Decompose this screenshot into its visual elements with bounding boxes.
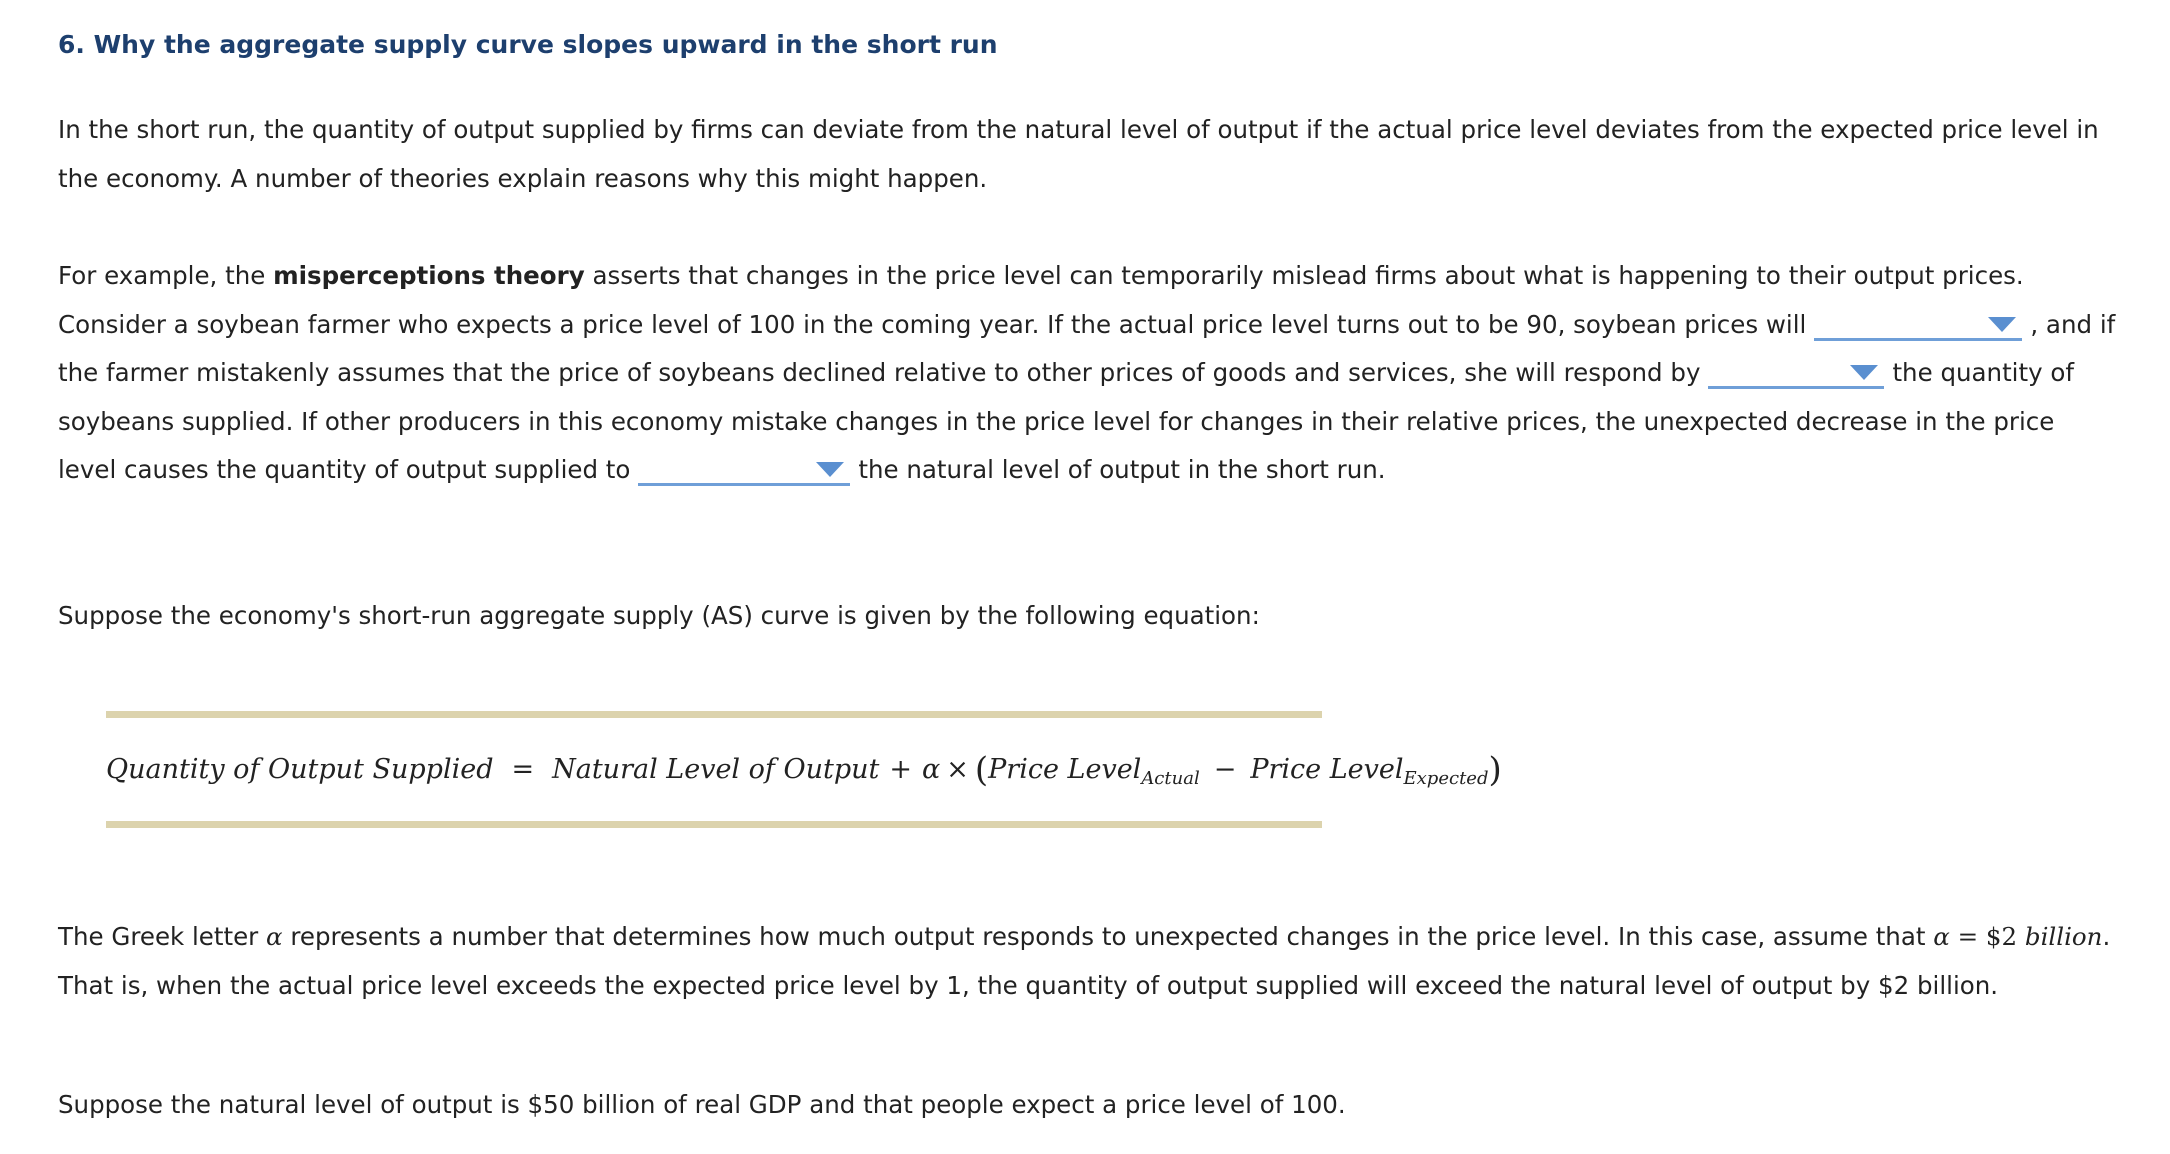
eq-lhs: Quantity of Output Supplied (106, 754, 494, 785)
soybean-price-dropdown[interactable] (1814, 308, 2022, 341)
eq-sub-expected: Expected (1403, 768, 1489, 789)
chevron-down-icon (1988, 317, 2016, 332)
eq-sub-actual: Actual (1141, 768, 1200, 789)
para2-text-3: the quantity of soybeans supplied. If other producers in this economy mistake changes in the price level for changes in their relative prices, the unexpected decrease in the price level causes the quantity of output supplied to (58, 358, 2074, 484)
para4-text-3: . That is, when the actual price level exceeds the expected price level by 1, the quantity of output supplied will exceed the natural level of output by $2 billion. (58, 922, 2111, 1000)
alpha-billion: billion (2017, 922, 2103, 951)
para2-text-1: asserts that changes in the price level can temporarily mislead firms about what is happening to their output prices. Consider a soybean farmer who expects a price level of 100 in the coming year. If the actual price level turns out to be 90, soybean prices will (58, 261, 2024, 339)
as-equation (106, 750, 1502, 790)
eq-open-paren: ( (974, 750, 989, 790)
chevron-down-icon (1850, 365, 1878, 380)
intro-paragraph: In the short run, the quantity of output supplied by firms can deviate from the natural level of output if the actual price level deviates from the expected price level in the economy. A number of theories explain reasons why this might happen. (58, 115, 2099, 193)
eq-close-paren: ) (1488, 750, 1502, 790)
para2-lead: For example, the (58, 261, 274, 290)
eq-alpha: α (922, 754, 941, 785)
eq-plus: + (889, 754, 913, 785)
eq-equals: = (511, 754, 535, 785)
eq-price-level-expected: Price Level (1250, 754, 1404, 785)
eq-times: × (946, 754, 969, 785)
equation-box (106, 711, 1502, 828)
as-curve-intro-paragraph: Suppose the economy's short-run aggregate supply (AS) curve is given by the following equation: (58, 601, 1260, 630)
alpha-symbol-2: α (1933, 922, 1950, 951)
para2-text-4: the natural level of output in the short run. (858, 455, 1386, 484)
alpha-equals: = (1949, 922, 1986, 951)
alpha-symbol: α (266, 922, 283, 951)
eq-minus: − (1213, 754, 1237, 785)
misperceptions-paragraph (58, 252, 2118, 495)
natural-output-paragraph: Suppose the natural level of output is $50 billion of real GDP and that people expect a price level of 100. (58, 1090, 1346, 1119)
para2-text-2: , and if the farmer mistakenly assumes that the price of soybeans declined relative to other prices of goods and services, she will respond by (58, 309, 2116, 387)
question-title: 6. Why the aggregate supply curve slopes upward in the short run (58, 30, 998, 59)
para4-text-1: The Greek letter (58, 922, 267, 951)
eq-price-level-actual: Price Level (988, 754, 1142, 785)
eq-natural-level: Natural Level of Output (552, 754, 880, 785)
output-supplied-dropdown[interactable] (638, 453, 850, 486)
misperceptions-theory-term: misperceptions theory (273, 261, 585, 290)
para4-text-2: represents a number that determines how much output responds to unexpected changes in the price level. In this case, assume that (282, 922, 1934, 951)
farmer-response-dropdown[interactable] (1708, 356, 1884, 389)
alpha-value: $2 (1985, 922, 2018, 951)
alpha-paragraph (58, 913, 2118, 1010)
chevron-down-icon (816, 462, 844, 477)
